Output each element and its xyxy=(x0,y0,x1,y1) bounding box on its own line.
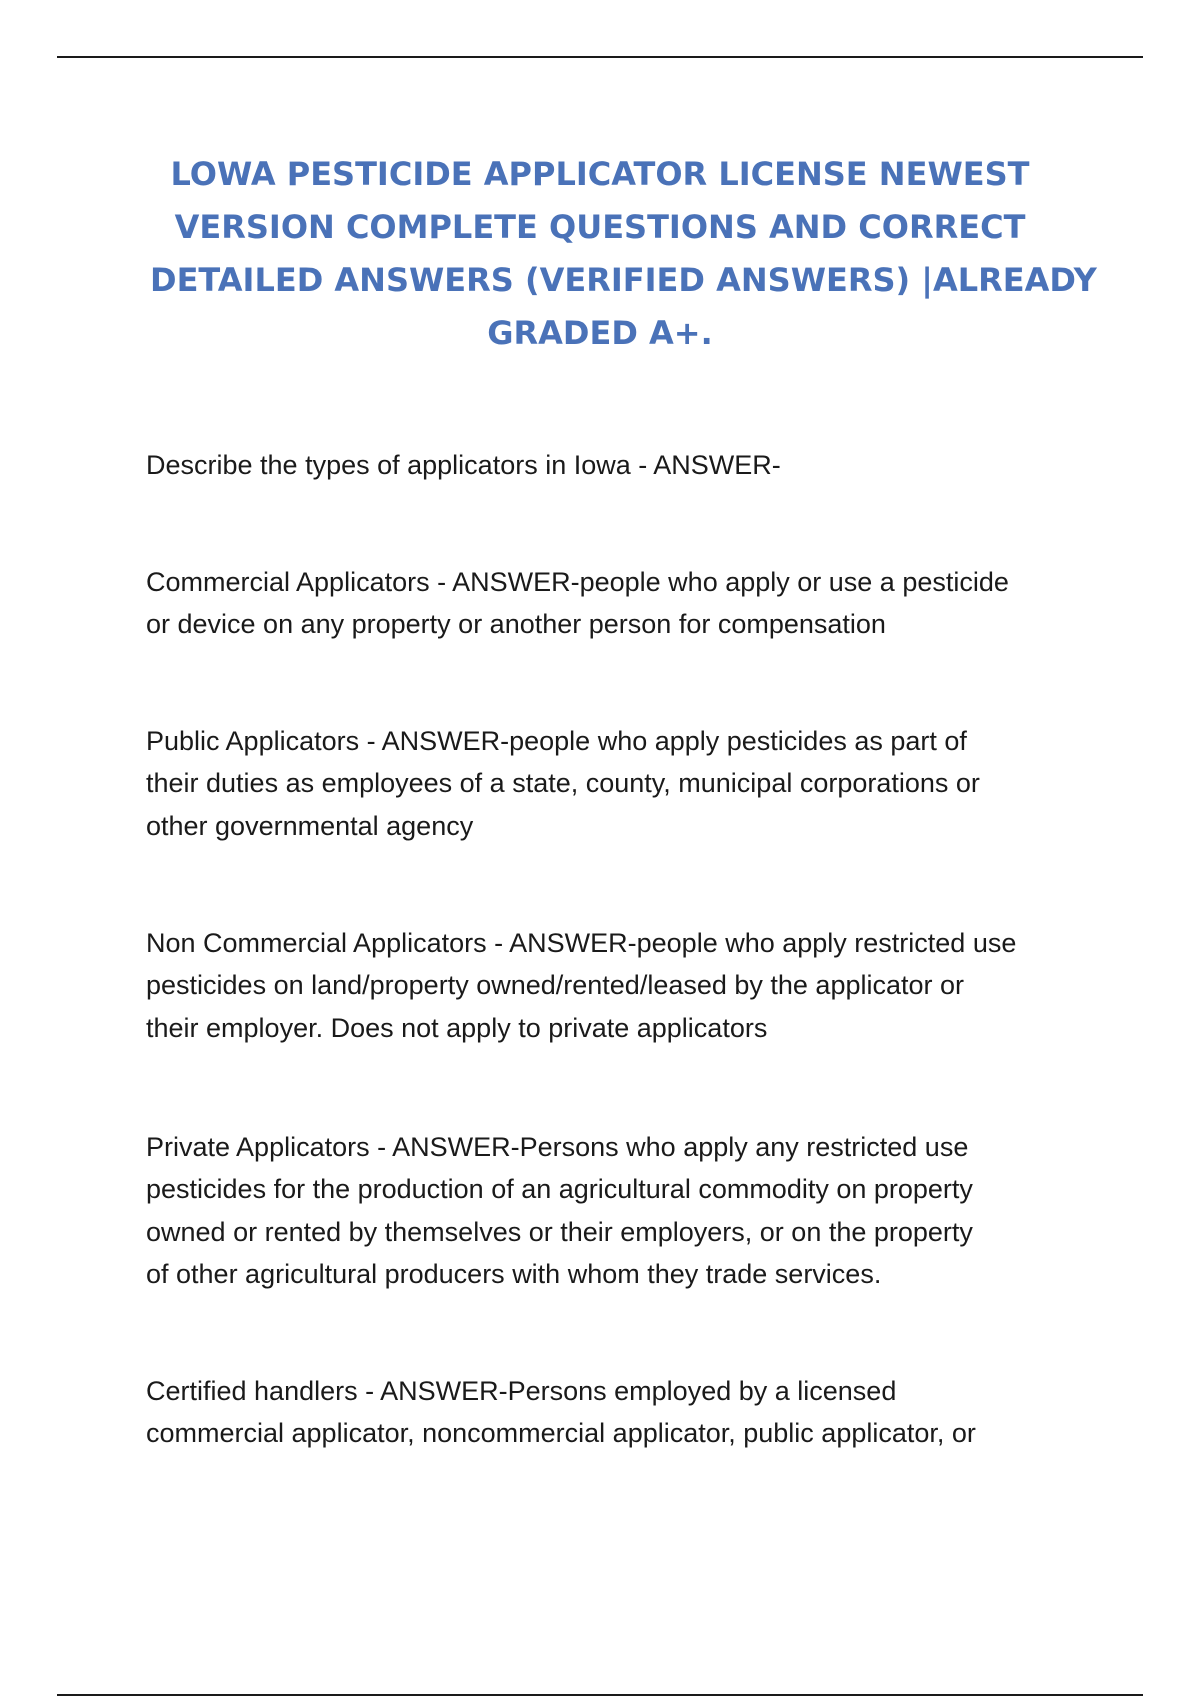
text-line: Certified handlers - ANSWER-Persons employed by a licensed xyxy=(146,1376,897,1406)
text-line: pesticides on land/property owned/rented/leased by the applicator or xyxy=(146,970,965,1001)
text-line: their employer. Does not apply to private applicators xyxy=(146,1012,768,1043)
qa-entry-private-applicators xyxy=(146,1126,1106,1295)
text-line: pesticides for the production of an agricultural commodity on property xyxy=(146,1174,973,1205)
title-line: VERSION COMPLETE QUESTIONS AND CORRECT xyxy=(174,208,1026,246)
text-line: Non Commercial Applicators - ANSWER-people who apply restricted use xyxy=(146,928,1017,958)
document-title xyxy=(150,148,1097,360)
text-line: Public Applicators - ANSWER-people who apply pesticides as part of xyxy=(146,726,967,756)
text-line: Private Applicators - ANSWER-Persons who apply any restricted use xyxy=(146,1132,969,1162)
text-line: Commercial Applicators - ANSWER-people who apply or use a pesticide xyxy=(146,567,1009,597)
text-line: of other agricultural producers with whom they trade services. xyxy=(146,1258,882,1289)
qa-entry-commercial-applicators xyxy=(146,561,1106,646)
title-line: GRADED A+. xyxy=(487,314,713,352)
text-line: Describe the types of applicators in Iowa - ANSWER- xyxy=(146,450,781,480)
qa-entry-certified-handlers xyxy=(146,1370,1106,1455)
text-line: commercial applicator, noncommercial applicator, public applicator, or xyxy=(146,1418,976,1449)
text-line: owned or rented by themselves or their employers, or on the property xyxy=(146,1216,973,1247)
text-line: or device on any property or another person for compensation xyxy=(146,609,886,640)
qa-entry-types-of-applicators xyxy=(146,444,1106,486)
text-line: their duties as employees of a state, county, municipal corporations or xyxy=(146,768,980,799)
text-line: other governmental agency xyxy=(146,810,474,841)
title-line: LOWA PESTICIDE APPLICATOR LICENSE NEWEST xyxy=(170,155,1030,193)
footer-rule xyxy=(57,1694,1143,1696)
title-line: DETAILED ANSWERS (VERIFIED ANSWERS) |ALREADY xyxy=(150,261,1097,299)
header-rule xyxy=(57,56,1143,58)
qa-entry-non-commercial-applicators xyxy=(146,922,1106,1049)
qa-entry-public-applicators xyxy=(146,720,1106,847)
